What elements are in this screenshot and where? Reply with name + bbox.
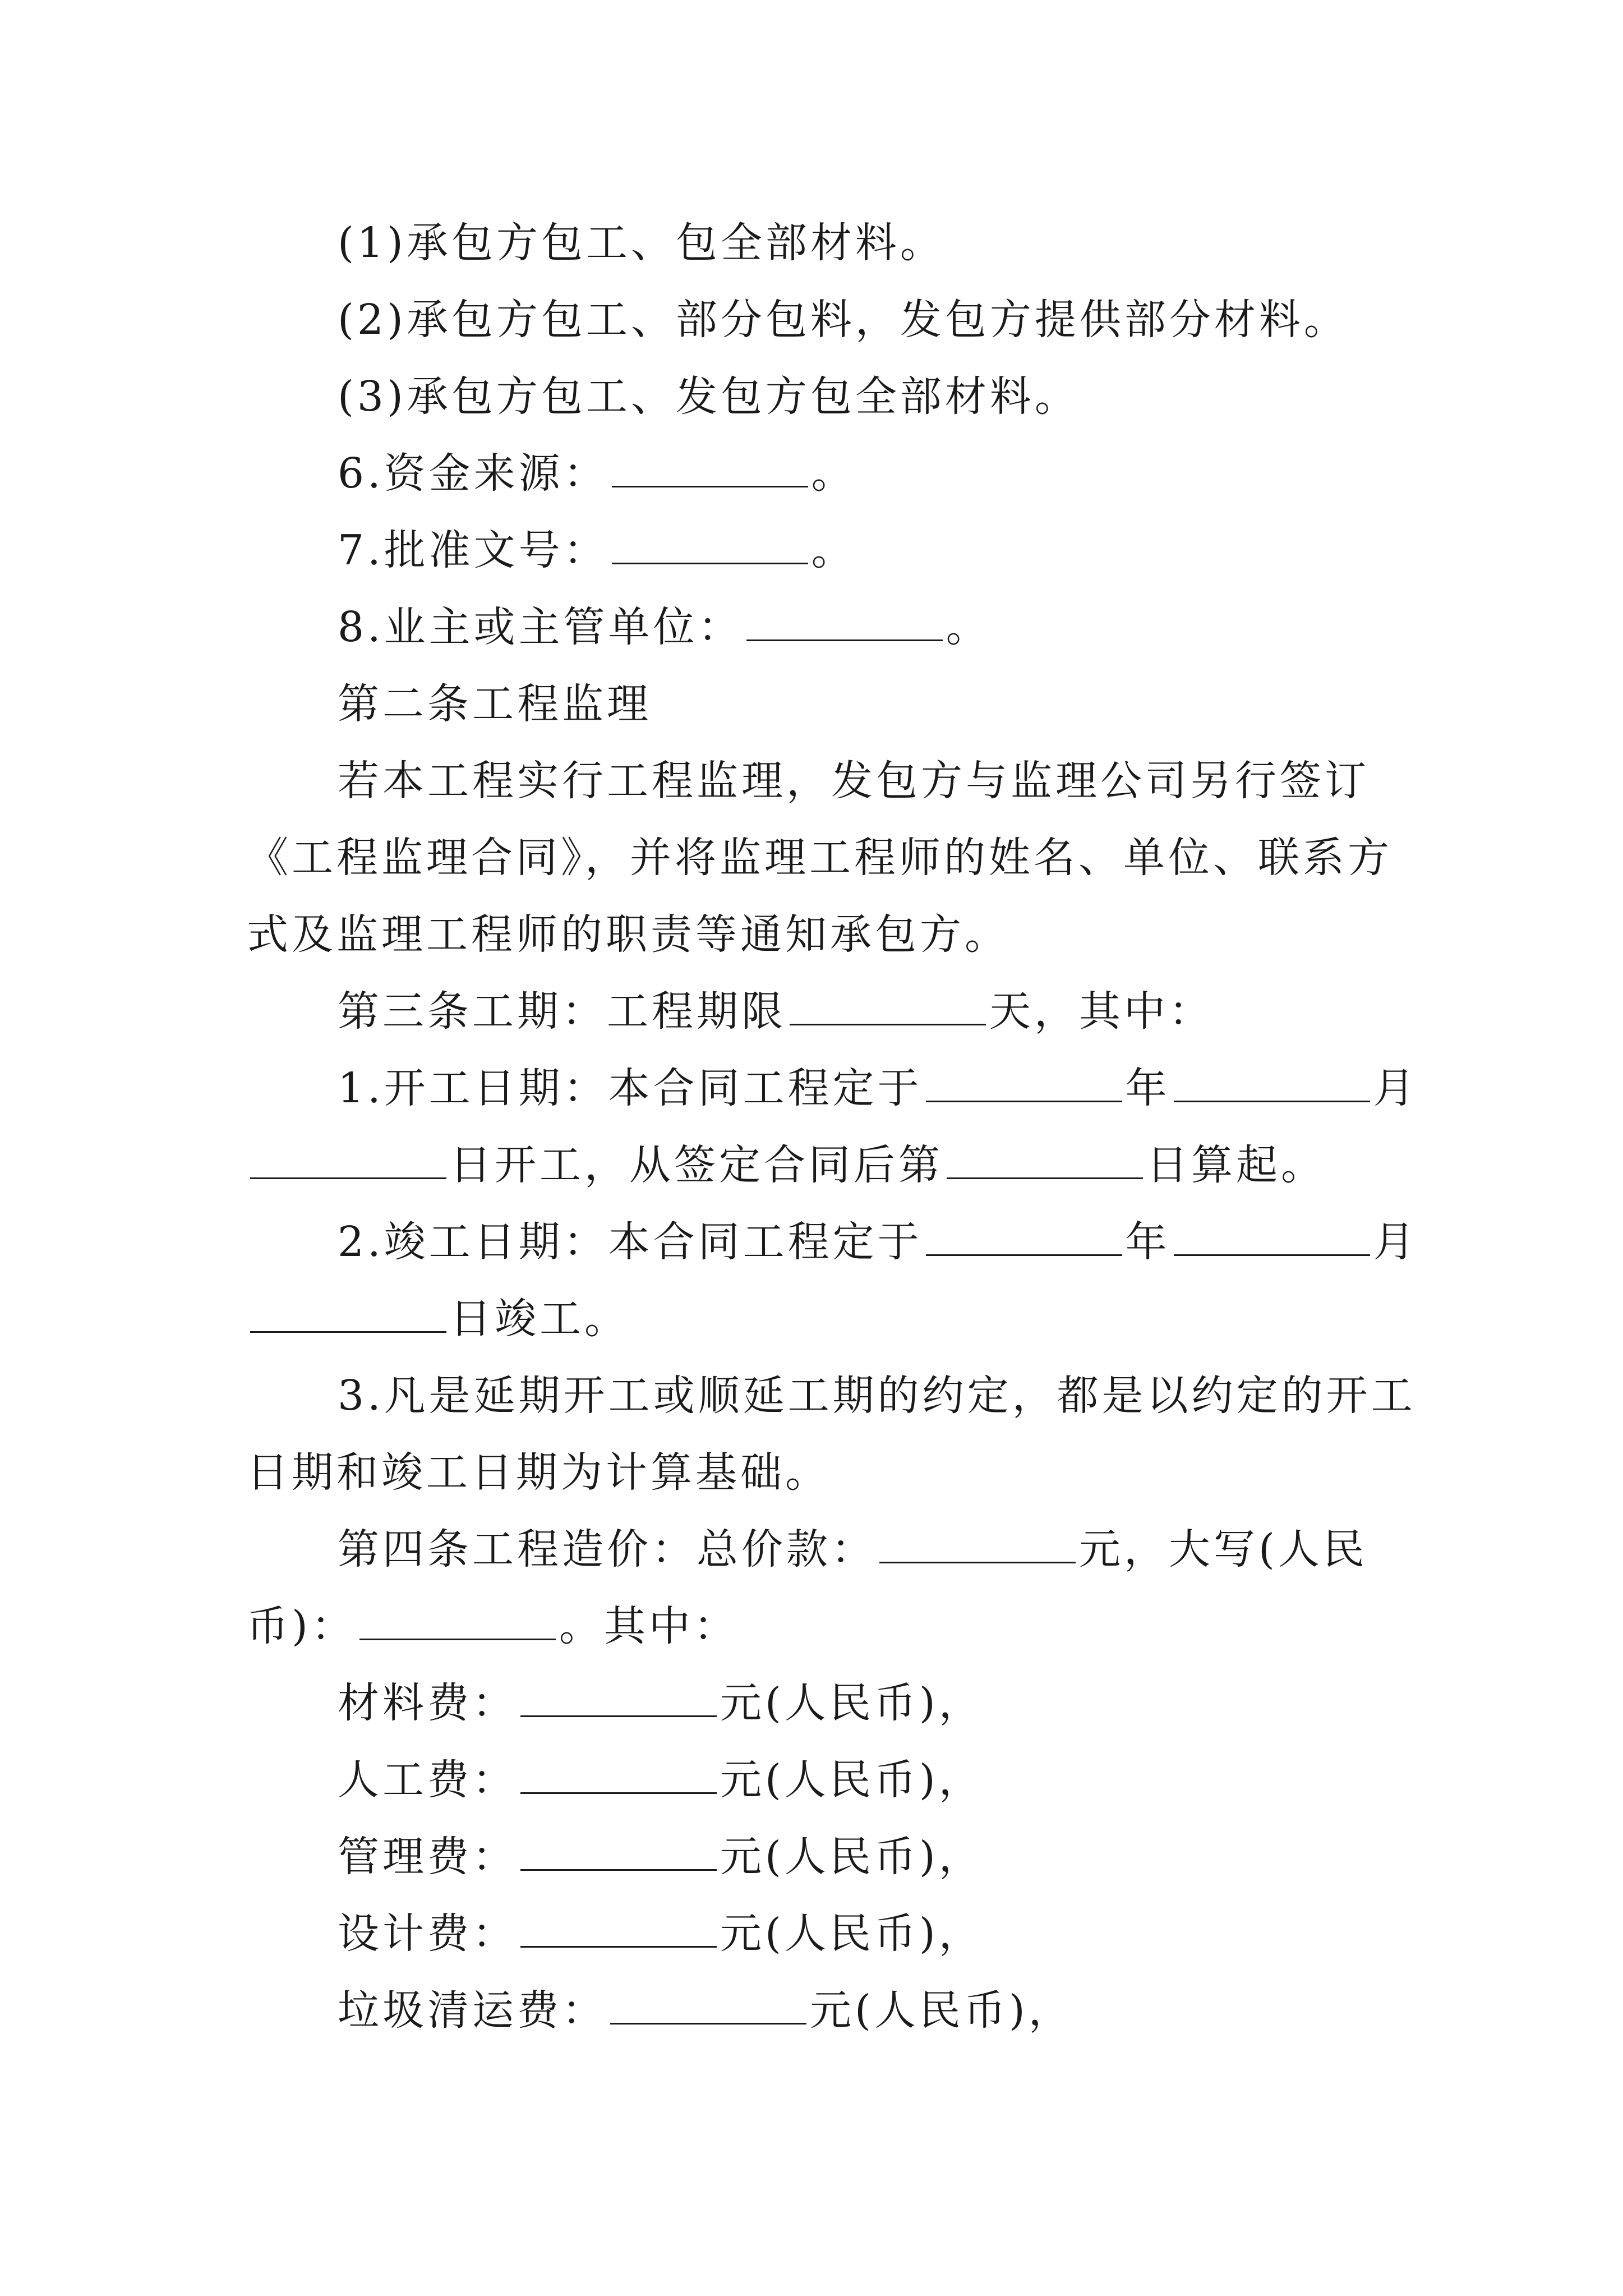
section-heading [247,666,1385,743]
fill-in-blank [790,989,986,1025]
fill-in-blank [612,451,808,487]
fill-in-blank [879,1527,1076,1563]
text-segment: 3.凡是延期开工或顺延工期的约定，都是以约定的开工 [338,1372,1416,1420]
fill-in-blank [746,605,943,641]
text-segment: 币)： [247,1602,356,1650]
text-line [247,1895,1385,1972]
fill-in-blank [926,1220,1122,1256]
fill-in-blank [250,1143,446,1179]
fill-in-blank [926,1066,1122,1102]
fill-in-blank [520,1757,717,1794]
text-segment: 管理费： [338,1833,517,1881]
text-line [247,1742,1385,1819]
text-segment: 。 [946,603,991,651]
fill-in-blank [610,1988,806,2024]
text-segment: 日算起。 [1146,1141,1326,1189]
text-segment: 元(人民币)， [720,1679,984,1727]
text-line [247,589,1385,666]
text-segment: 年 [1125,1218,1170,1266]
fill-in-blank [520,1834,717,1871]
fill-in-blank [520,1911,717,1948]
text-line [247,820,1393,896]
text-segment: 元(人民币)， [720,1833,984,1881]
text-line [247,1127,1385,1204]
fill-in-blank [1174,1220,1370,1256]
fill-in-blank [250,1296,446,1333]
text-segment: 8.业主或主管单位： [338,603,743,651]
text-segment: 2.竣工日期：本合同工程定于 [338,1218,923,1266]
text-segment: 人工费： [338,1756,517,1804]
text-line [247,1434,1385,1511]
text-segment: 元(人民币)， [720,1756,984,1804]
text-line [247,282,1385,358]
section-heading [247,973,1385,1050]
text-segment: 月 [1373,1218,1418,1266]
text-line [247,896,1385,973]
text-line [247,1819,1385,1895]
text-segment: 第四条工程造价：总价款： [338,1525,876,1573]
fill-in-blank [1174,1066,1370,1102]
text-segment: 。 [811,449,856,498]
text-line [247,358,1385,435]
text-line [247,1972,1385,2049]
text-segment: 垃圾清运费： [338,1986,607,2035]
text-segment: 《工程监理合同》，并将监理工程师的姓名、单位、联系方 [247,834,1393,882]
text-segment: 元(人民币)， [720,1910,984,1958]
text-segment: 1.开工日期：本合同工程定于 [338,1064,923,1112]
text-segment: 日开工，从签定合同后第 [450,1141,943,1189]
text-segment: 式及监理工程师的职责等通知承包方。 [247,910,1009,959]
text-line [247,1281,1385,1358]
text-line [247,1588,1385,1665]
text-segment: 日期和竣工日期为计算基础。 [247,1448,830,1497]
text-line [247,512,1385,589]
fill-in-blank [947,1143,1143,1179]
text-line [247,205,1385,282]
text-segment: 7.批准文号： [338,526,608,574]
text-line [247,1358,1416,1434]
text-line [247,1050,1418,1127]
text-line [247,743,1385,820]
text-segment: 元，大写(人民 [1079,1525,1368,1573]
text-segment: 若本工程实行工程监理，发包方与监理公司另行签订 [338,757,1370,805]
fill-in-blank [612,528,808,564]
fill-in-blank [520,1681,717,1717]
text-line [247,1204,1418,1281]
text-segment: 。 [811,526,856,574]
text-segment: 年 [1125,1064,1170,1112]
text-segment: 第三条工期：工程期限 [338,987,786,1036]
text-segment: 第二条工程监理 [338,680,652,728]
text-segment: 。其中： [559,1602,739,1650]
text-line [247,1665,1385,1742]
text-segment: 6.资金来源： [338,449,608,498]
text-segment: (2)承包方包工、部分包料，发包方提供部分材料。 [338,296,1349,344]
fill-in-blank [359,1604,556,1640]
text-segment: (1)承包方包工、包全部材料。 [338,219,945,267]
text-segment: 材料费： [338,1679,517,1727]
text-segment: 天，其中： [989,987,1214,1036]
document-body [247,205,1418,2049]
text-segment: (3)承包方包工、发包方包全部材料。 [338,372,1080,421]
text-segment: 元(人民币)， [810,1986,1073,2035]
text-segment: 设计费： [338,1910,517,1958]
text-segment: 月 [1373,1064,1418,1112]
section-heading [247,1511,1385,1588]
text-segment: 日竣工。 [450,1295,629,1343]
text-line [247,435,1385,512]
